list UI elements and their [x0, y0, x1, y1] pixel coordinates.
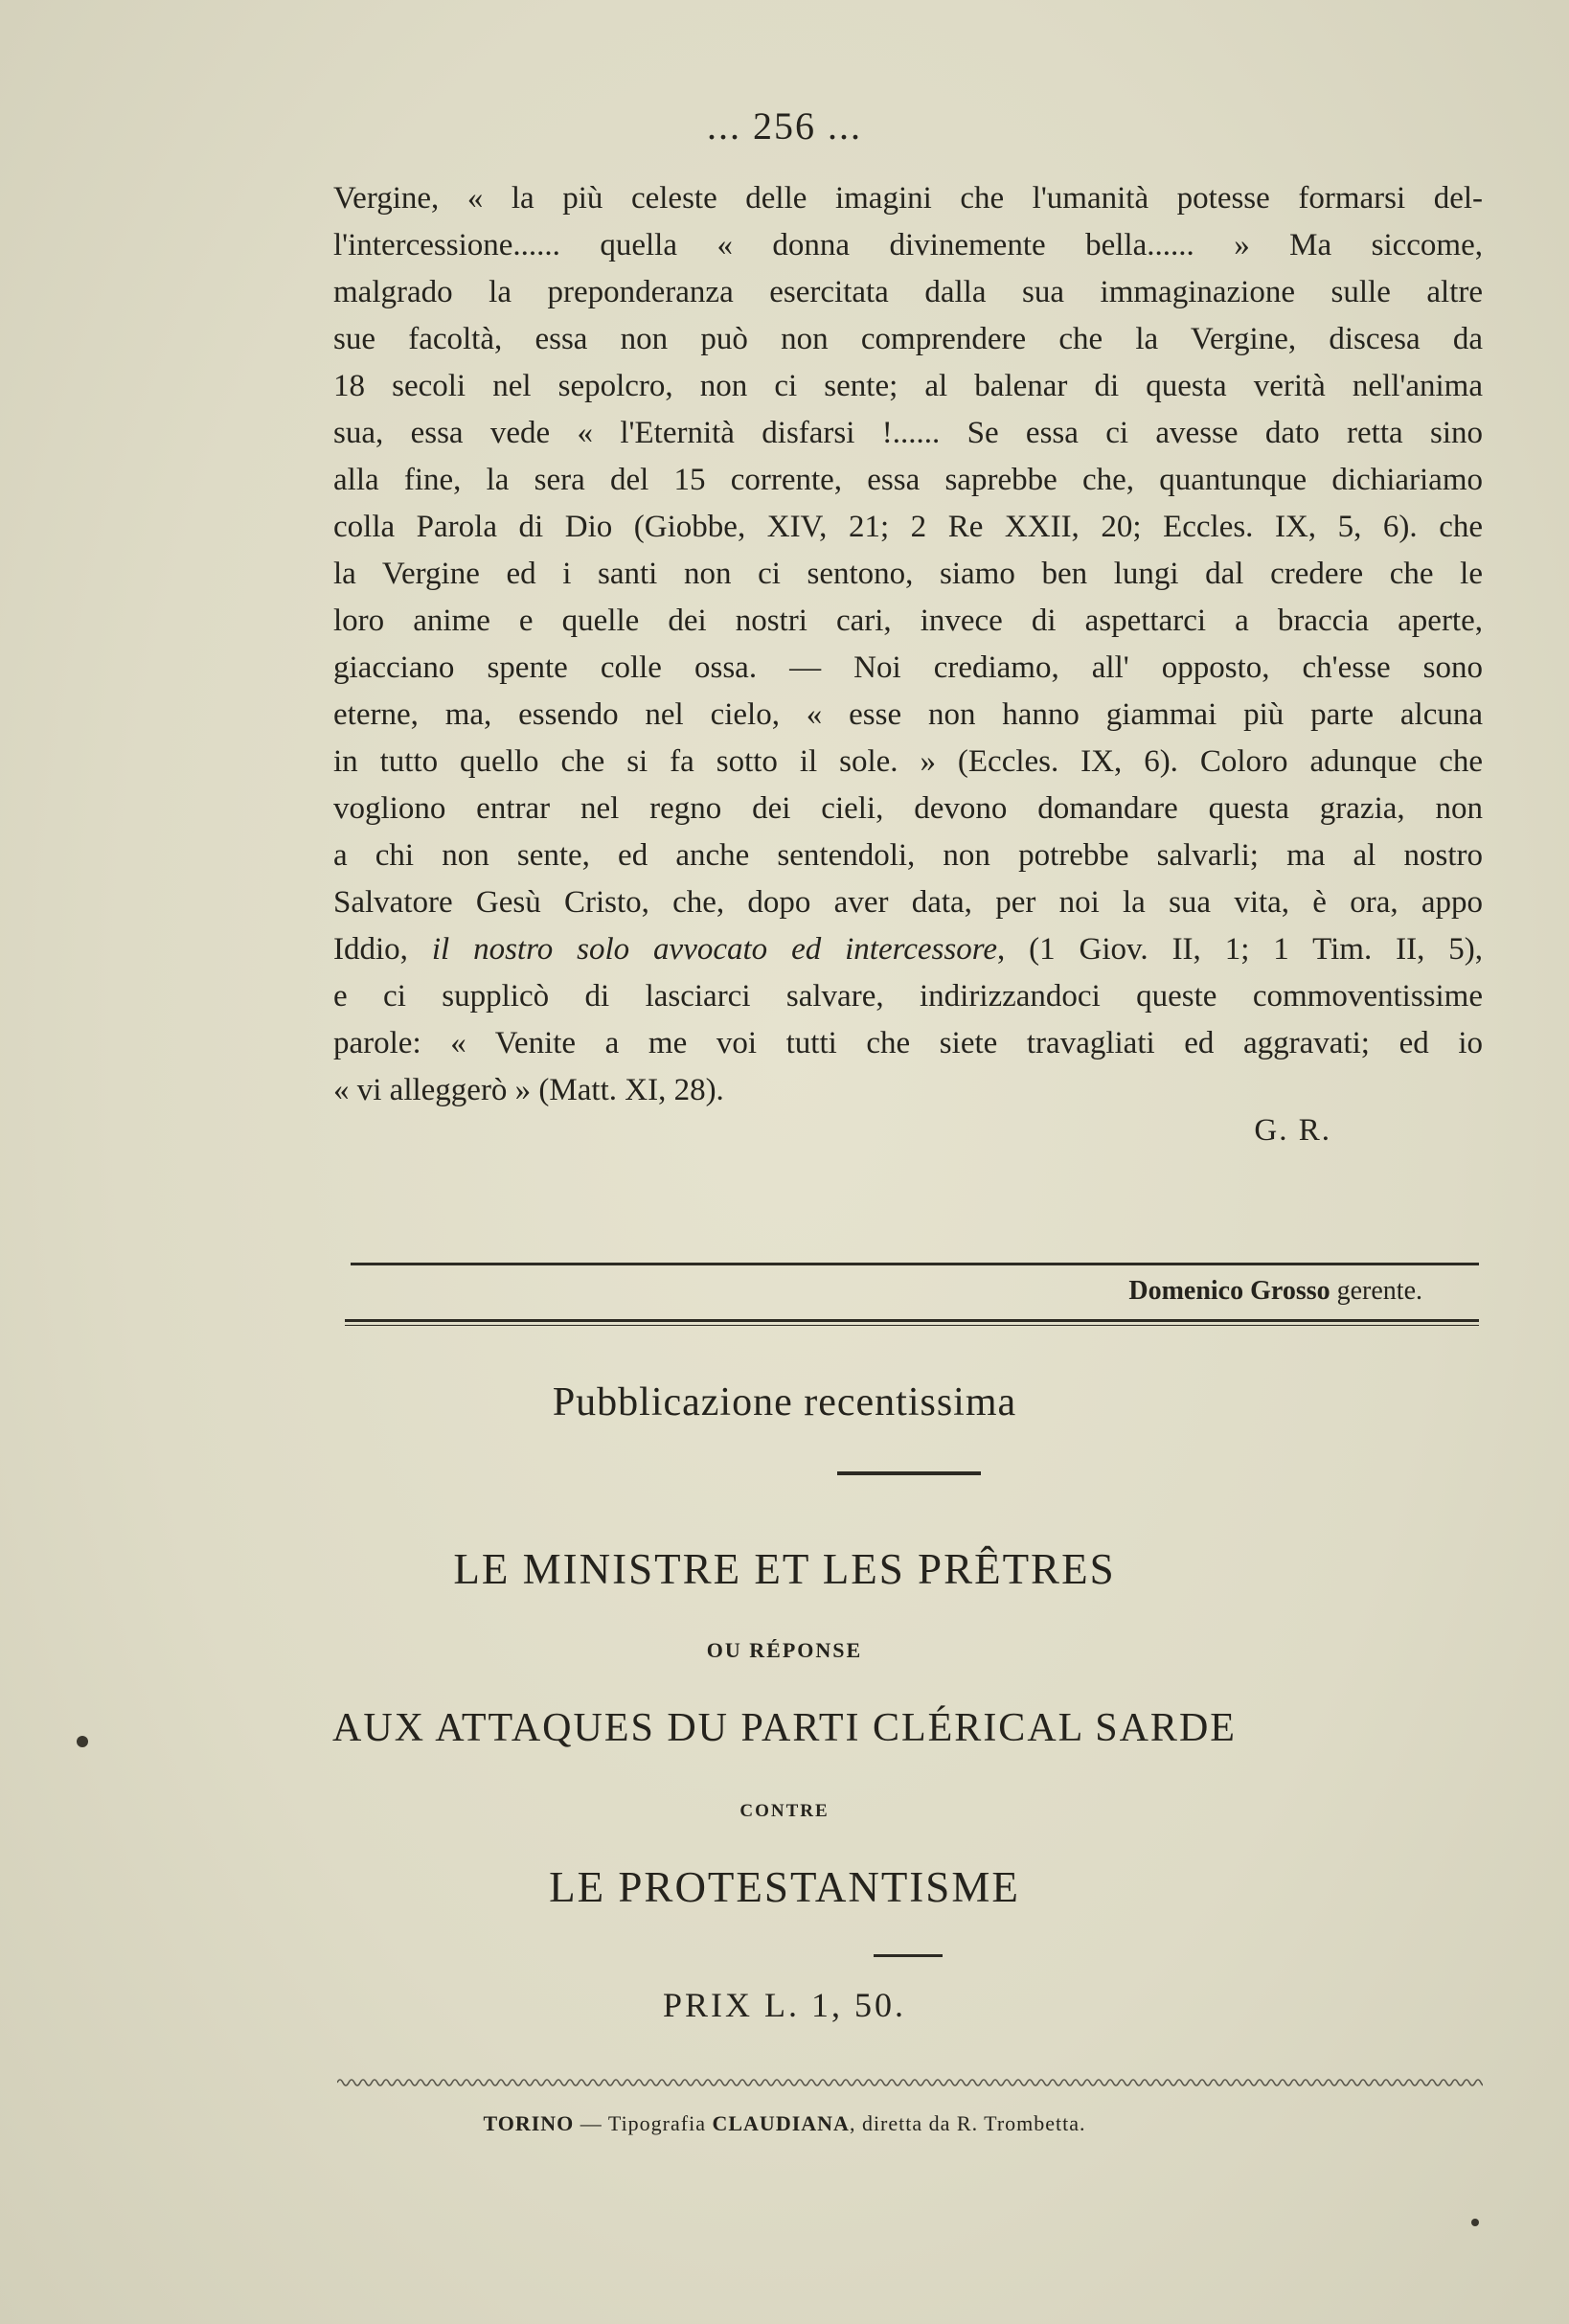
text-segment: Iddio,	[333, 932, 432, 967]
book-title-connector: CONTRE	[739, 1801, 830, 1821]
text-line: malgrado la preponderanza esercitata dalla sua immaginazione sulle altre	[333, 275, 1483, 309]
text-line: colla Parola di Dio (Giobbe, XIV, 21; 2 Re XXII, 20; Eccles. IX, 5, 6). che	[333, 510, 1483, 544]
book-price: PRIX L. 1, 50.	[662, 1986, 906, 2024]
text-line: Vergine, « la più celeste delle imagini che l'umanità potesse formarsi del-	[333, 181, 1483, 216]
text-line: parole: « Venite a me voi tutti che siete travagliati ed aggravati; ed io	[333, 1026, 1483, 1060]
book-subtitle: AUX ATTAQUES DU PARTI CLÉRICAL SARDE	[332, 1706, 1237, 1750]
advertisement-heading: Pubblicazione recentissima	[552, 1380, 1017, 1424]
text-line: l'intercessione...... quella « donna divinemente bella...... » Ma siccome,	[333, 228, 1483, 262]
italic-phrase: il nostro solo avvocato ed intercessore	[431, 932, 997, 967]
gerente-line	[939, 1276, 1422, 1307]
imprint-city: TORINO	[483, 2111, 575, 2135]
book-title-connector: OU RÉPONSE	[706, 1638, 863, 1662]
divider-rule	[351, 1263, 1479, 1265]
text-line: la Vergine ed i santi non ci sentono, siamo ben lungi dal credere che le	[333, 557, 1483, 591]
text-line: Salvatore Gesù Cristo, che, dopo aver data, per noi la sua vita, è ora, appo	[333, 885, 1483, 920]
book-title: LE MINISTRE ET LES PRÊTRES	[453, 1545, 1116, 1593]
text-line: giacciano spente colle ossa. — Noi crediamo, all' opposto, ch'esse sono	[333, 650, 1483, 685]
imprint-dash: —	[574, 2111, 608, 2135]
text-line-with-italic	[333, 926, 1483, 973]
wavy-ornament-rule	[337, 2075, 1483, 2090]
article-text	[333, 175, 1483, 1114]
text-segment: , (1 Giov. II, 1; 1 Tim. II, 5),	[996, 932, 1483, 967]
text-line: « vi alleggerò » (Matt. XI, 28).	[333, 1073, 724, 1107]
page-number: ... 256 ...	[707, 104, 862, 148]
ink-spot	[1471, 2219, 1479, 2226]
imprint-text: Tipografia	[607, 2111, 713, 2135]
text-line: vogliono entrar nel regno dei cieli, devono domandare questa grazia, non	[333, 791, 1483, 826]
gerente-role: gerente.	[1336, 1276, 1422, 1306]
text-line: 18 secoli nel sepolcro, non ci sente; al balenar di questa verità nell'anima	[333, 369, 1483, 403]
text-line: in tutto quello che si fa sotto il sole. » (Eccles. IX, 6). Coloro adunque che	[333, 744, 1483, 779]
divider-rule	[345, 1325, 1479, 1326]
text-line: alla fine, la sera del 15 corrente, essa saprebbe che, quantunque dichiariamo	[333, 463, 1483, 497]
imprint-press: CLAUDIANA	[712, 2111, 850, 2135]
short-divider	[874, 1954, 943, 1957]
author-signature: G. R.	[1254, 1113, 1331, 1148]
gerente-name: Domenico Grosso	[1128, 1276, 1330, 1306]
text-line: sua, essa vede « l'Eternità disfarsi !...... Se essa ci avesse dato retta sino	[333, 416, 1483, 450]
text-line: a chi non sente, ed anche sentendoli, non potrebbe salvarli; ma al nostro	[333, 838, 1483, 873]
divider-rule	[345, 1319, 1479, 1322]
text-line: loro anime e quelle dei nostri cari, invece di aspettarci a braccia aperte,	[333, 604, 1483, 638]
text-line: eterne, ma, essendo nel cielo, « esse non hanno giammai più parte alcuna	[333, 697, 1483, 732]
imprint-rest: , diretta da R. Trombetta.	[849, 2111, 1086, 2135]
book-subtitle: LE PROTESTANTISME	[549, 1863, 1020, 1911]
ink-spot	[77, 1736, 88, 1747]
printer-imprint	[0, 2111, 1569, 2136]
text-line: sue facoltà, essa non può non comprendere che la Vergine, discesa da	[333, 322, 1483, 356]
text-line: e ci supplicò di lasciarci salvare, indirizzandoci queste commoventissime	[333, 979, 1483, 1014]
short-divider	[837, 1471, 981, 1475]
